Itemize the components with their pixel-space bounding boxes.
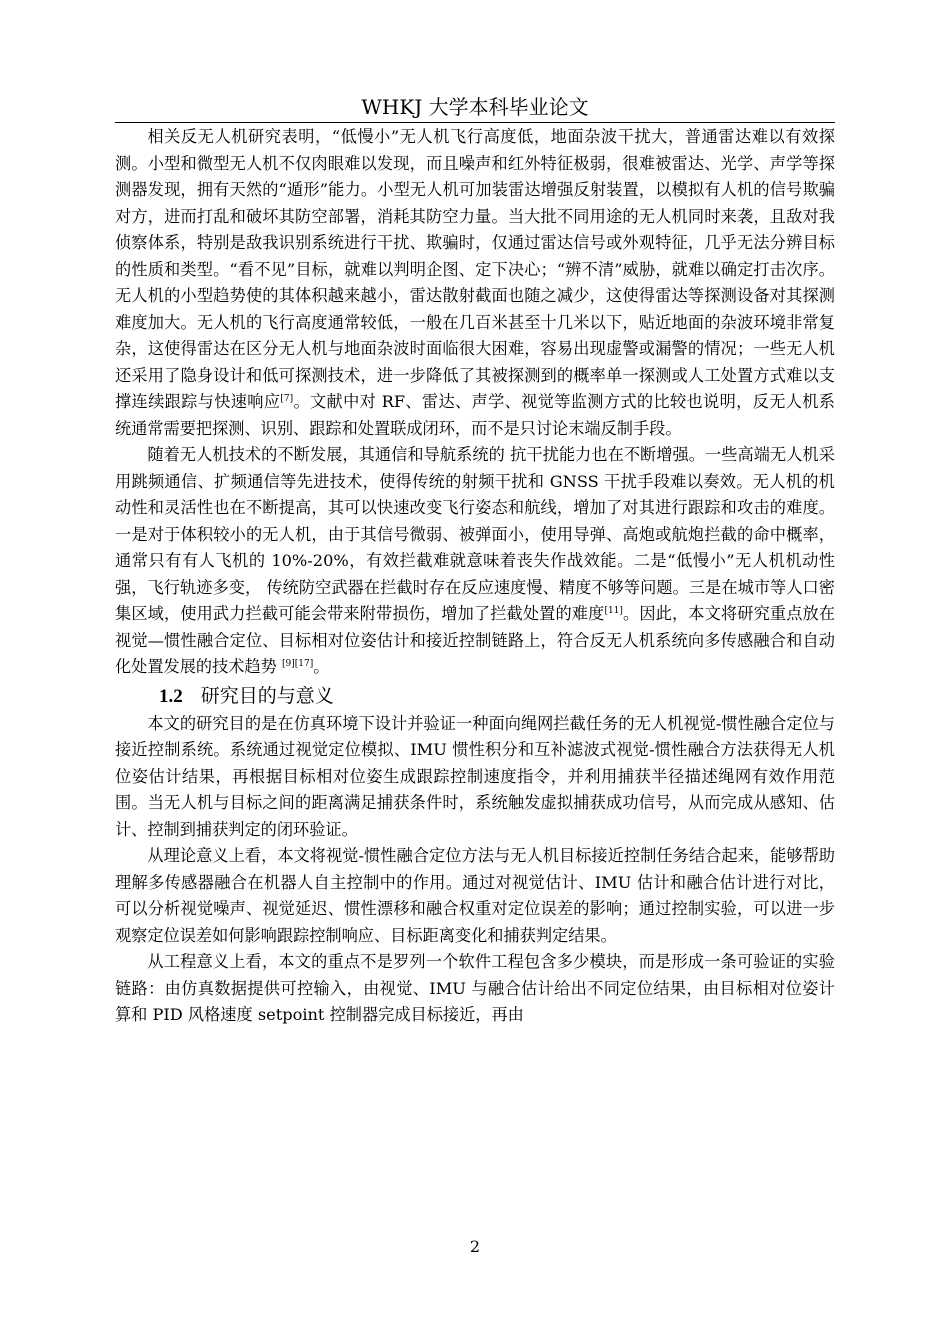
- body-text: [115, 124, 835, 1029]
- section-title: 研究目的与意义: [200, 684, 334, 707]
- citation: [9][17]: [282, 659, 314, 669]
- paragraph-engineering-significance: 从工程意义上看，本文的重点不是罗列一个软件工程包含多少模块，而是形成一条可验证的实验链路：由仿真数据提供可控输入，由视觉、IMU 与融合估计给出不同定位结果，由目标相对位姿计算和 PID 风格速度 setpoint 控制器完成目标接近，再由: [115, 952, 835, 1024]
- paragraph-text: 。文献中对 RF、雷达、声学、视觉等监测方式的比较也说明，反无人机系统通常需要把探测、识别、跟踪和处置联成闭环，而不是只讨论末端反制手段。: [115, 392, 835, 438]
- paragraph-text: 相关反无人机研究表明，“低慢小”无人机飞行高度低，地面杂波干扰大，普通雷达难以有效探测。小型和微型无人机不仅肉眼难以发现，而且噪声和红外特征极弱，很难被雷达、光学、声学等探测器发现，拥有天然的“遁形”能力。小型无人机可加装雷达增强反射装置，以模拟有人机的信号欺骗对方，进而打乱和破坏其防空部署，消耗其防空力量。当大批不同用途的无人机同时来袭，且敌对我侦察体系，特别是敌我识别系统进行干扰、欺骗时，仅通过雷达信号或外观特征，几乎无法分辨目标的性质和类型。“看不见”目标，就难以判明企图、定下决心；“辨不清”威胁，就难以确定打击次序。无人机的小型趋势使的其体积越来越小，雷达散射截面也随之减少，这使得雷达等探测设备对其探测难度加大。无人机的飞行高度通常较低，一般在几百米甚至十几米以下，贴近地面的杂波环境非常复杂，这使得雷达在区分无人机与地面杂波时面临很大困难，容易出现虚警或漏警的情况；一些无人机还采用了隐身设计和低可探测技术，进一步降低了其被探测到的概率单一探测或人工处置方式难以支撑连续跟踪与快速响应: [115, 127, 835, 411]
- section-number: 1.2: [159, 685, 183, 707]
- paragraph-text: 。因此，本文将研究重点放在视觉—惯性融合定位、目标相对位姿估计和接近控制链路上，符合反无人机系统向多传感融合和自动化处置发展的技术趋势: [115, 604, 836, 676]
- paragraph-text: 。: [313, 657, 330, 676]
- citation: [11]: [604, 606, 623, 616]
- paragraph-research-purpose: 本文的研究目的是在仿真环境下设计并验证一种面向绳网拦截任务的无人机视觉-惯性融合定位与接近控制系统。系统通过视觉定位模拟、IMU 惯性积分和互补滤波式视觉-惯性融合方法获得无人机位姿估计结果，再根据目标相对位姿生成跟踪控制速度指令，并利用捕获半径描述绳网有效作用范围。当无人机与目标之间的距离满足捕获条件时，系统触发虚拟捕获成功信号，从而完成从感知、估计、控制到捕获判定的闭环验证。: [115, 713, 835, 839]
- page-number: 2: [469, 1237, 481, 1256]
- header-rule: [115, 122, 835, 123]
- running-header: WHKJ 大学本科毕业论文: [361, 95, 589, 119]
- paragraph-theoretical-significance: 从理论意义上看，本文将视觉-惯性融合定位方法与无人机目标接近控制任务结合起来，能够帮助理解多传感器融合在机器人自主控制中的作用。通过对视觉估计、IMU 估计和融合估计进行对比，可以分析视觉噪声、视觉延迟、惯性漂移和融合权重对定位误差的影响；通过控制实验，可以进一步观察定位误差如何影响跟踪控制响应、目标距离变化和捕获判定结果。: [115, 846, 835, 945]
- paragraph-text: 随着无人机技术的不断发展，其通信和导航系统的 抗干扰能力也在不断增强。一些高端无人机采用跳频通信、扩频通信等先进技术，使得传统的射频干扰和 GNSS 干扰手段难以奏效。无人机的机动性和灵活性也在不断提高，其可以快速改变飞行姿态和航线，增加了对其进行跟踪和攻击的难度。一是对于体积较小的无人机，由于其信号微弱、被弹面小，使用导弹、高炮或航炮拦截的命中概率，通常只有有人飞机的 10%-20%，有效拦截难就意味着丧失作战效能。二是“低慢小”无人机机动性强，飞行轨迹多变， 传统防空武器在拦截时存在反应速度慢、精度不够等问题。三是在城市等人口密集区域，使用武力拦截可能会带来附带损伤，增加了拦截处置的难度: [115, 445, 835, 623]
- citation: [7]: [280, 394, 294, 404]
- paragraph-uav-countermeasure: [115, 442, 835, 681]
- paragraph-uav-detection: [115, 124, 835, 442]
- section-heading: [115, 681, 835, 711]
